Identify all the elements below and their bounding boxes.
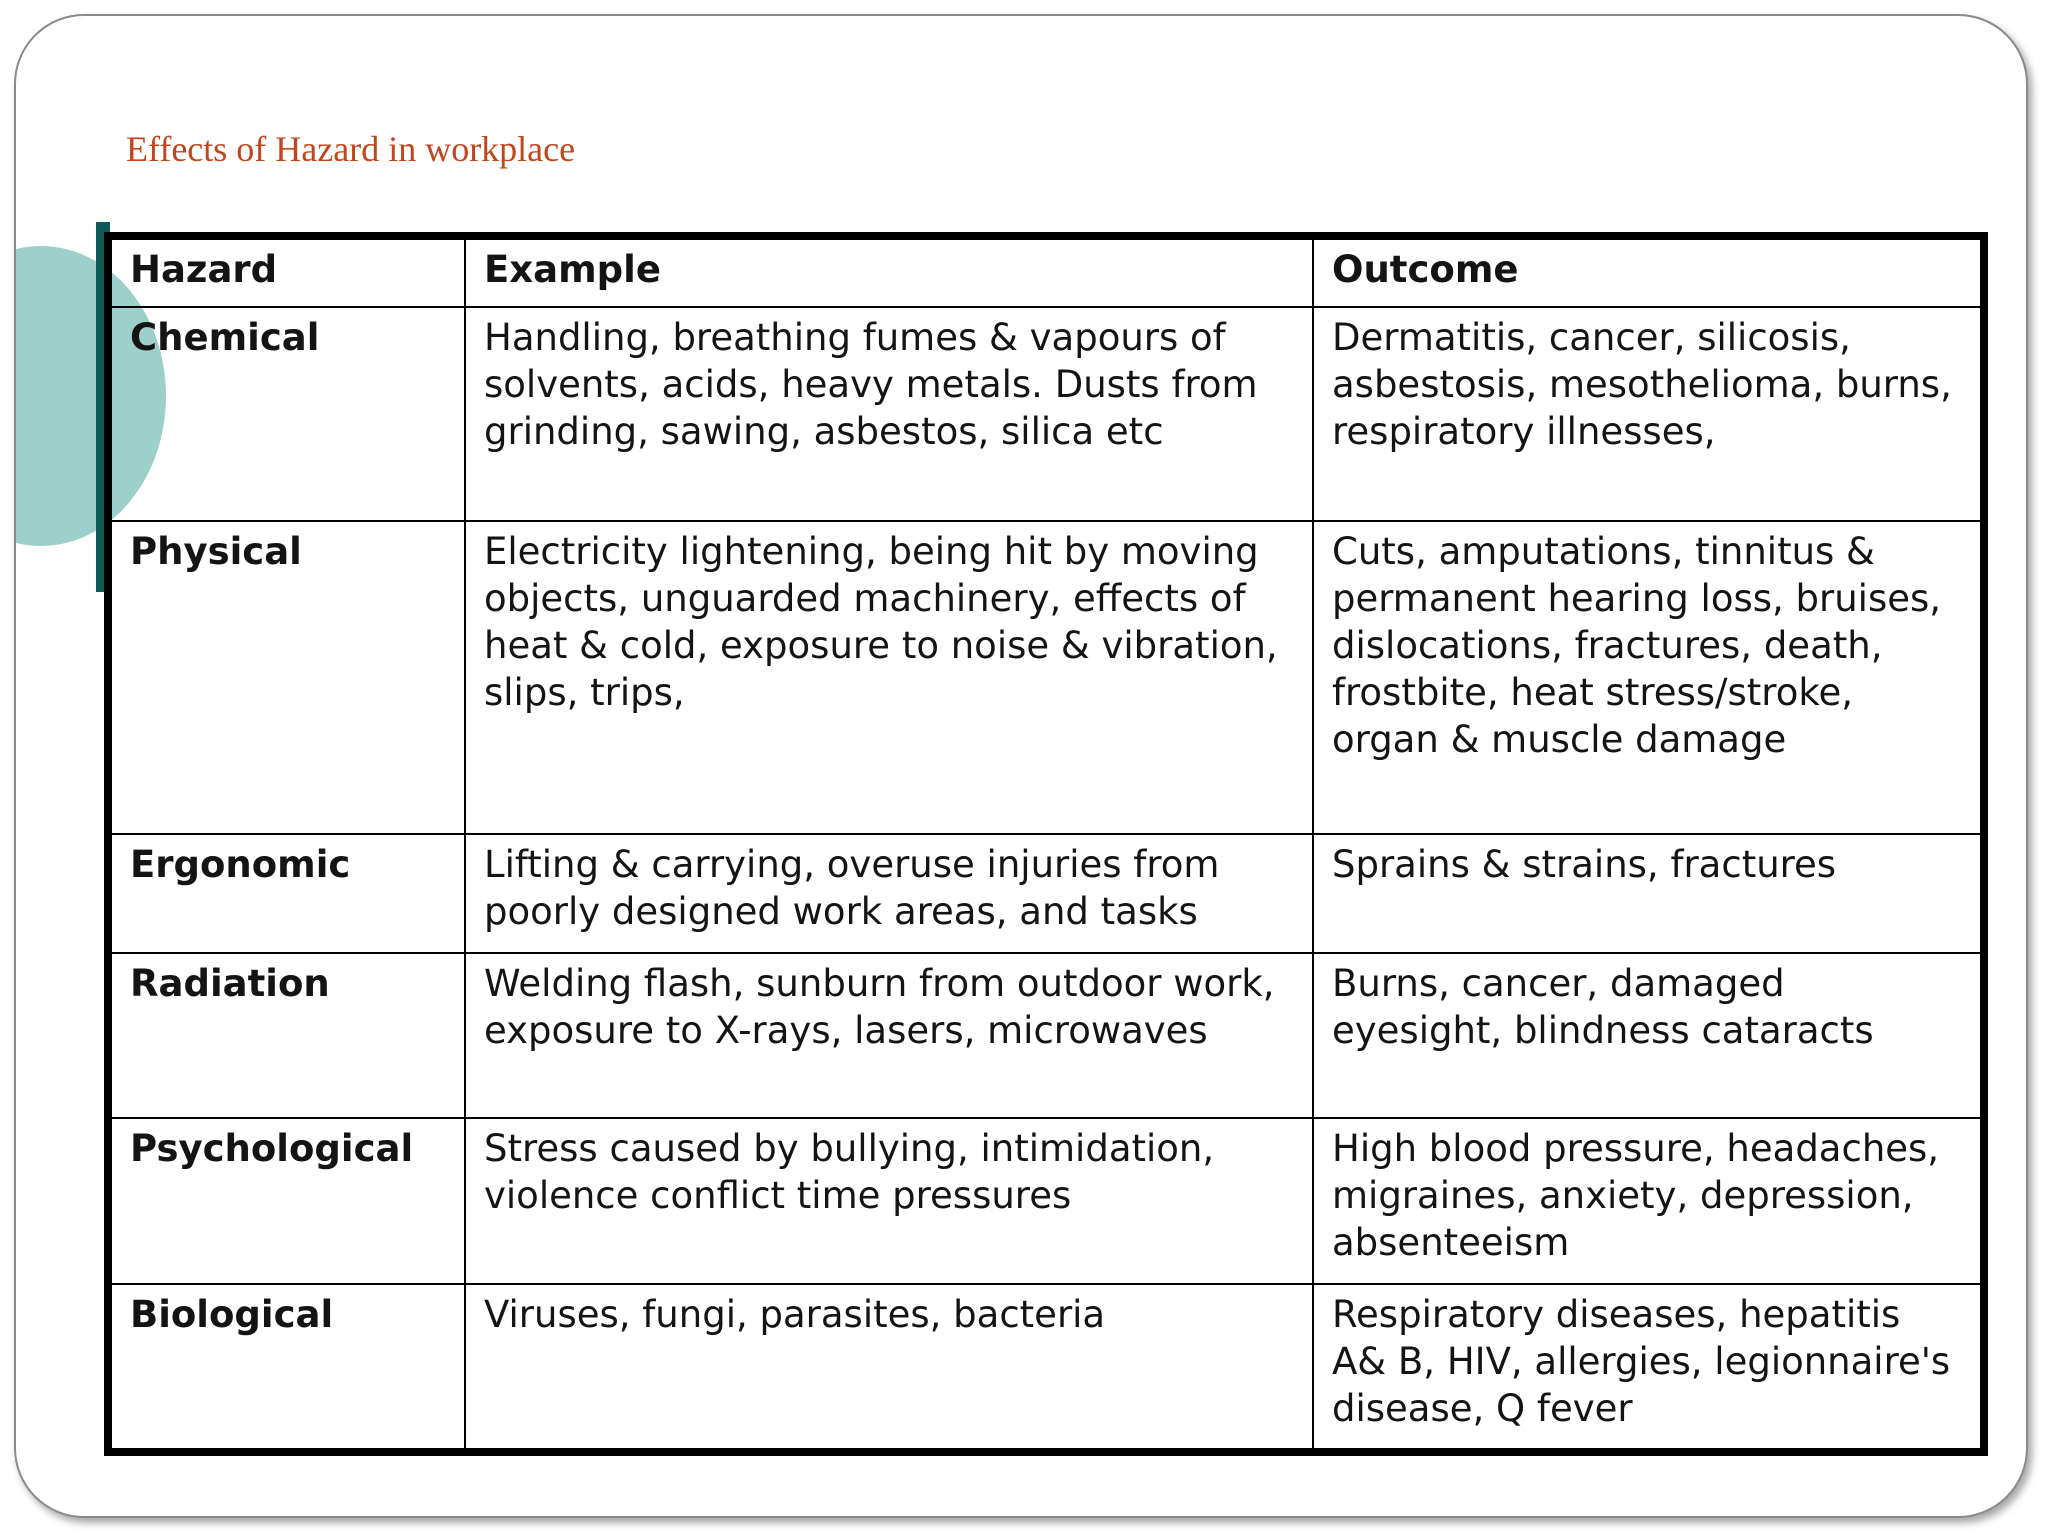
table-header-row <box>111 239 1981 307</box>
slide-title: Effects of Hazard in workplace <box>126 129 576 169</box>
hazard-cell: Physical <box>111 521 465 834</box>
slide <box>14 14 2028 1518</box>
table-row-radiation <box>111 953 1981 1118</box>
hazard-cell: Biological <box>111 1284 465 1450</box>
example-cell: Lifting & carrying, overuse injuries from poorly designed work areas, and tasks <box>465 834 1313 953</box>
table-row-physical <box>111 521 1981 834</box>
example-cell: Electricity lightening, being hit by moving objects, unguarded machinery, effects of heat & cold, exposure to noise & vibration, slips, trips, <box>465 521 1313 834</box>
column-header-outcome: Outcome <box>1313 239 1981 307</box>
outcome-cell: High blood pressure, headaches, migraines, anxiety, depression, absenteeism <box>1313 1118 1981 1283</box>
table-row-psychological <box>111 1118 1981 1283</box>
hazard-table-frame <box>104 232 1988 1456</box>
outcome-cell: Sprains & strains, fractures <box>1313 834 1981 953</box>
hazard-cell: Ergonomic <box>111 834 465 953</box>
outcome-cell: Burns, cancer, damaged eyesight, blindness cataracts <box>1313 953 1981 1118</box>
hazard-cell: Chemical <box>111 307 465 521</box>
example-cell: Viruses, fungi, parasites, bacteria <box>465 1284 1313 1450</box>
example-cell: Stress caused by bullying, intimidation, violence conflict time pressures <box>465 1118 1313 1283</box>
outcome-cell: Dermatitis, cancer, silicosis, asbestosis, mesothelioma, burns, respiratory illnesses, <box>1313 307 1981 521</box>
column-header-example: Example <box>465 239 1313 307</box>
example-cell: Handling, breathing fumes & vapours of solvents, acids, heavy metals. Dusts from grinding, sawing, asbestos, silica etc <box>465 307 1313 521</box>
column-header-hazard: Hazard <box>111 239 465 307</box>
table-row-biological <box>111 1284 1981 1450</box>
table-row-ergonomic <box>111 834 1981 953</box>
outcome-cell: Respiratory diseases, hepatitis A& B, HIV, allergies, legionnaire's disease, Q fever <box>1313 1284 1981 1450</box>
hazard-table <box>110 238 1982 1450</box>
hazard-cell: Radiation <box>111 953 465 1118</box>
example-cell: Welding flash, sunburn from outdoor work, exposure to X-rays, lasers, microwaves <box>465 953 1313 1118</box>
hazard-cell: Psychological <box>111 1118 465 1283</box>
outcome-cell: Cuts, amputations, tinnitus & permanent hearing loss, bruises, dislocations, fractures, death, frostbite, heat stress/stroke, organ & muscle damage <box>1313 521 1981 834</box>
table-row-chemical <box>111 307 1981 521</box>
